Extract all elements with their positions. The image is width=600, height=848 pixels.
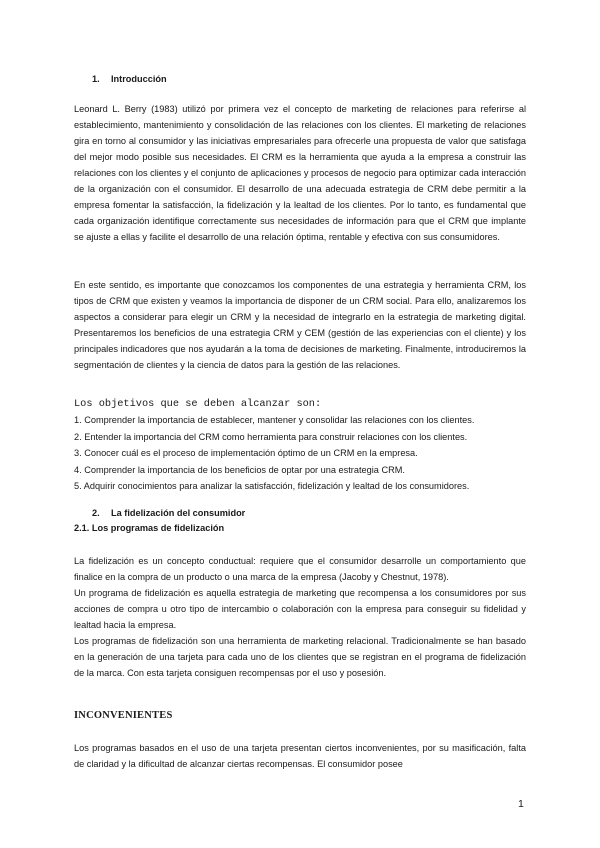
inconvenientes-paragraph-block [74,740,526,772]
subsection-2-1-block [74,521,526,535]
inconvenientes-heading-block [74,710,526,721]
intro-paragraph-1-block [74,101,526,245]
section-2-number: 2. [92,508,100,518]
fidelizacion-paragraph-1: La fidelización es un concepto conductual: requiere que el consumidor desarrolle un comportamiento que finalice en la compra de un producto o una marca de la empresa (Jacoby y Chestnut, 1978). [74,556,526,582]
inconvenientes-heading: INCONVENIENTES [74,710,173,721]
section-1-title: Introducción [111,74,167,84]
objective-item: 3. Conocer cuál es el proceso de implementación óptimo de un CRM en la empresa. [74,448,418,458]
objective-item: 5. Adquirir conocimientos para analizar la satisfacción, fidelización y lealtad de los consumidores. [74,481,470,491]
objectives-block [74,396,526,495]
section-2-title: La fidelización del consumidor [111,508,246,518]
page-number: 1 [518,798,524,810]
intro-paragraph-2: En este sentido, es importante que conozcamos los componentes de una estrategia y herramienta CRM, los tipos de CRM que existen y veamos la importancia de disponer de un CRM social. Para ello, analizaremos los aspectos a considerar para elegir un CRM y la necesidad de integrarlo en la estrategia de marketing digital. Presentaremos los beneficios de una estrategia CRM y CEM (gestión de las experiencias con el cliente) y los principales indicadores que nos ayudarán a la toma de decisiones de marketing. Finalmente, introduciremos la segmentación de clientes y la ciencia de datos para la gestión de las relaciones. [74,280,526,370]
objectives-list [74,412,526,495]
subsection-2-1-title: 2.1. Los programas de fidelización [74,523,225,533]
fidelizacion-paragraph-2: Un programa de fidelización es aquella estrategia de marketing que recompensa a los consumidores por sus acciones de compra u otro tipo de intercambio o colaboración con la empresa para conseguir su fidelidad y lealtad hacia la empresa. [74,588,526,630]
objective-item: 4. Comprender la importancia de los beneficios de optar por una estrategia CRM. [74,464,405,475]
objective-item: 1. Comprender la importancia de establecer, mantener y consolidar las relaciones con los clientes. [74,415,475,425]
inconvenientes-paragraph: Los programas basados en el uso de una tarjeta presentan ciertos inconvenientes, por su masificación, falta de claridad y la dificultad de alcanzar ciertas recompensas. El consumidor posee [74,743,526,769]
intro-paragraph-2-block [74,277,526,373]
section-1-heading [92,72,167,86]
section-2-heading [92,506,245,520]
objectives-heading: Los objetivos que se deben alcanzar son: [74,398,322,410]
fidelizacion-paragraph-3: Los programas de fidelización son una herramienta de marketing relacional. Tradicionalmente se han basado en la generación de una tarjeta para cada uno de los clientes que se registran en el programa de fidelización de la marca. Con esta tarjeta consiguen recompensas por el uso y posesión. [74,636,526,678]
fidelizacion-block [74,553,526,681]
section-1-number: 1. [92,74,100,84]
objective-item: 2. Entender la importancia del CRM como herramienta para construir relaciones con los clientes. [74,431,468,442]
intro-paragraph-1: Leonard L. Berry (1983) utilizó por primera vez el concepto de marketing de relaciones para referirse al establecimiento, mantenimiento y consolidación de las relaciones con los clientes. El marketing de relaciones gira en torno al consumidor y las iniciativas empresariales para ofrecerle una propuesta de valor que satisfaga del mejor modo posible sus necesidades. El CRM es la herramienta que ayuda a la empresa a construir las relaciones con los clientes y el conjunto de aplicaciones y procesos de negocio para optimizar cada interacción de la organización con el consumidor. El desarrollo de una adecuada estrategia de CRM debe permitir a la empresa fomentar la satisfacción, la fidelización y la lealtad de los clientes. Por lo tanto, es fundamental que cada organización identifique correctamente sus necesidades de información para que el CRM que implante se ajuste a ellas y facilite el desarrollo de una relación óptima, rentable y efectiva con sus consumidores. [74,104,526,242]
